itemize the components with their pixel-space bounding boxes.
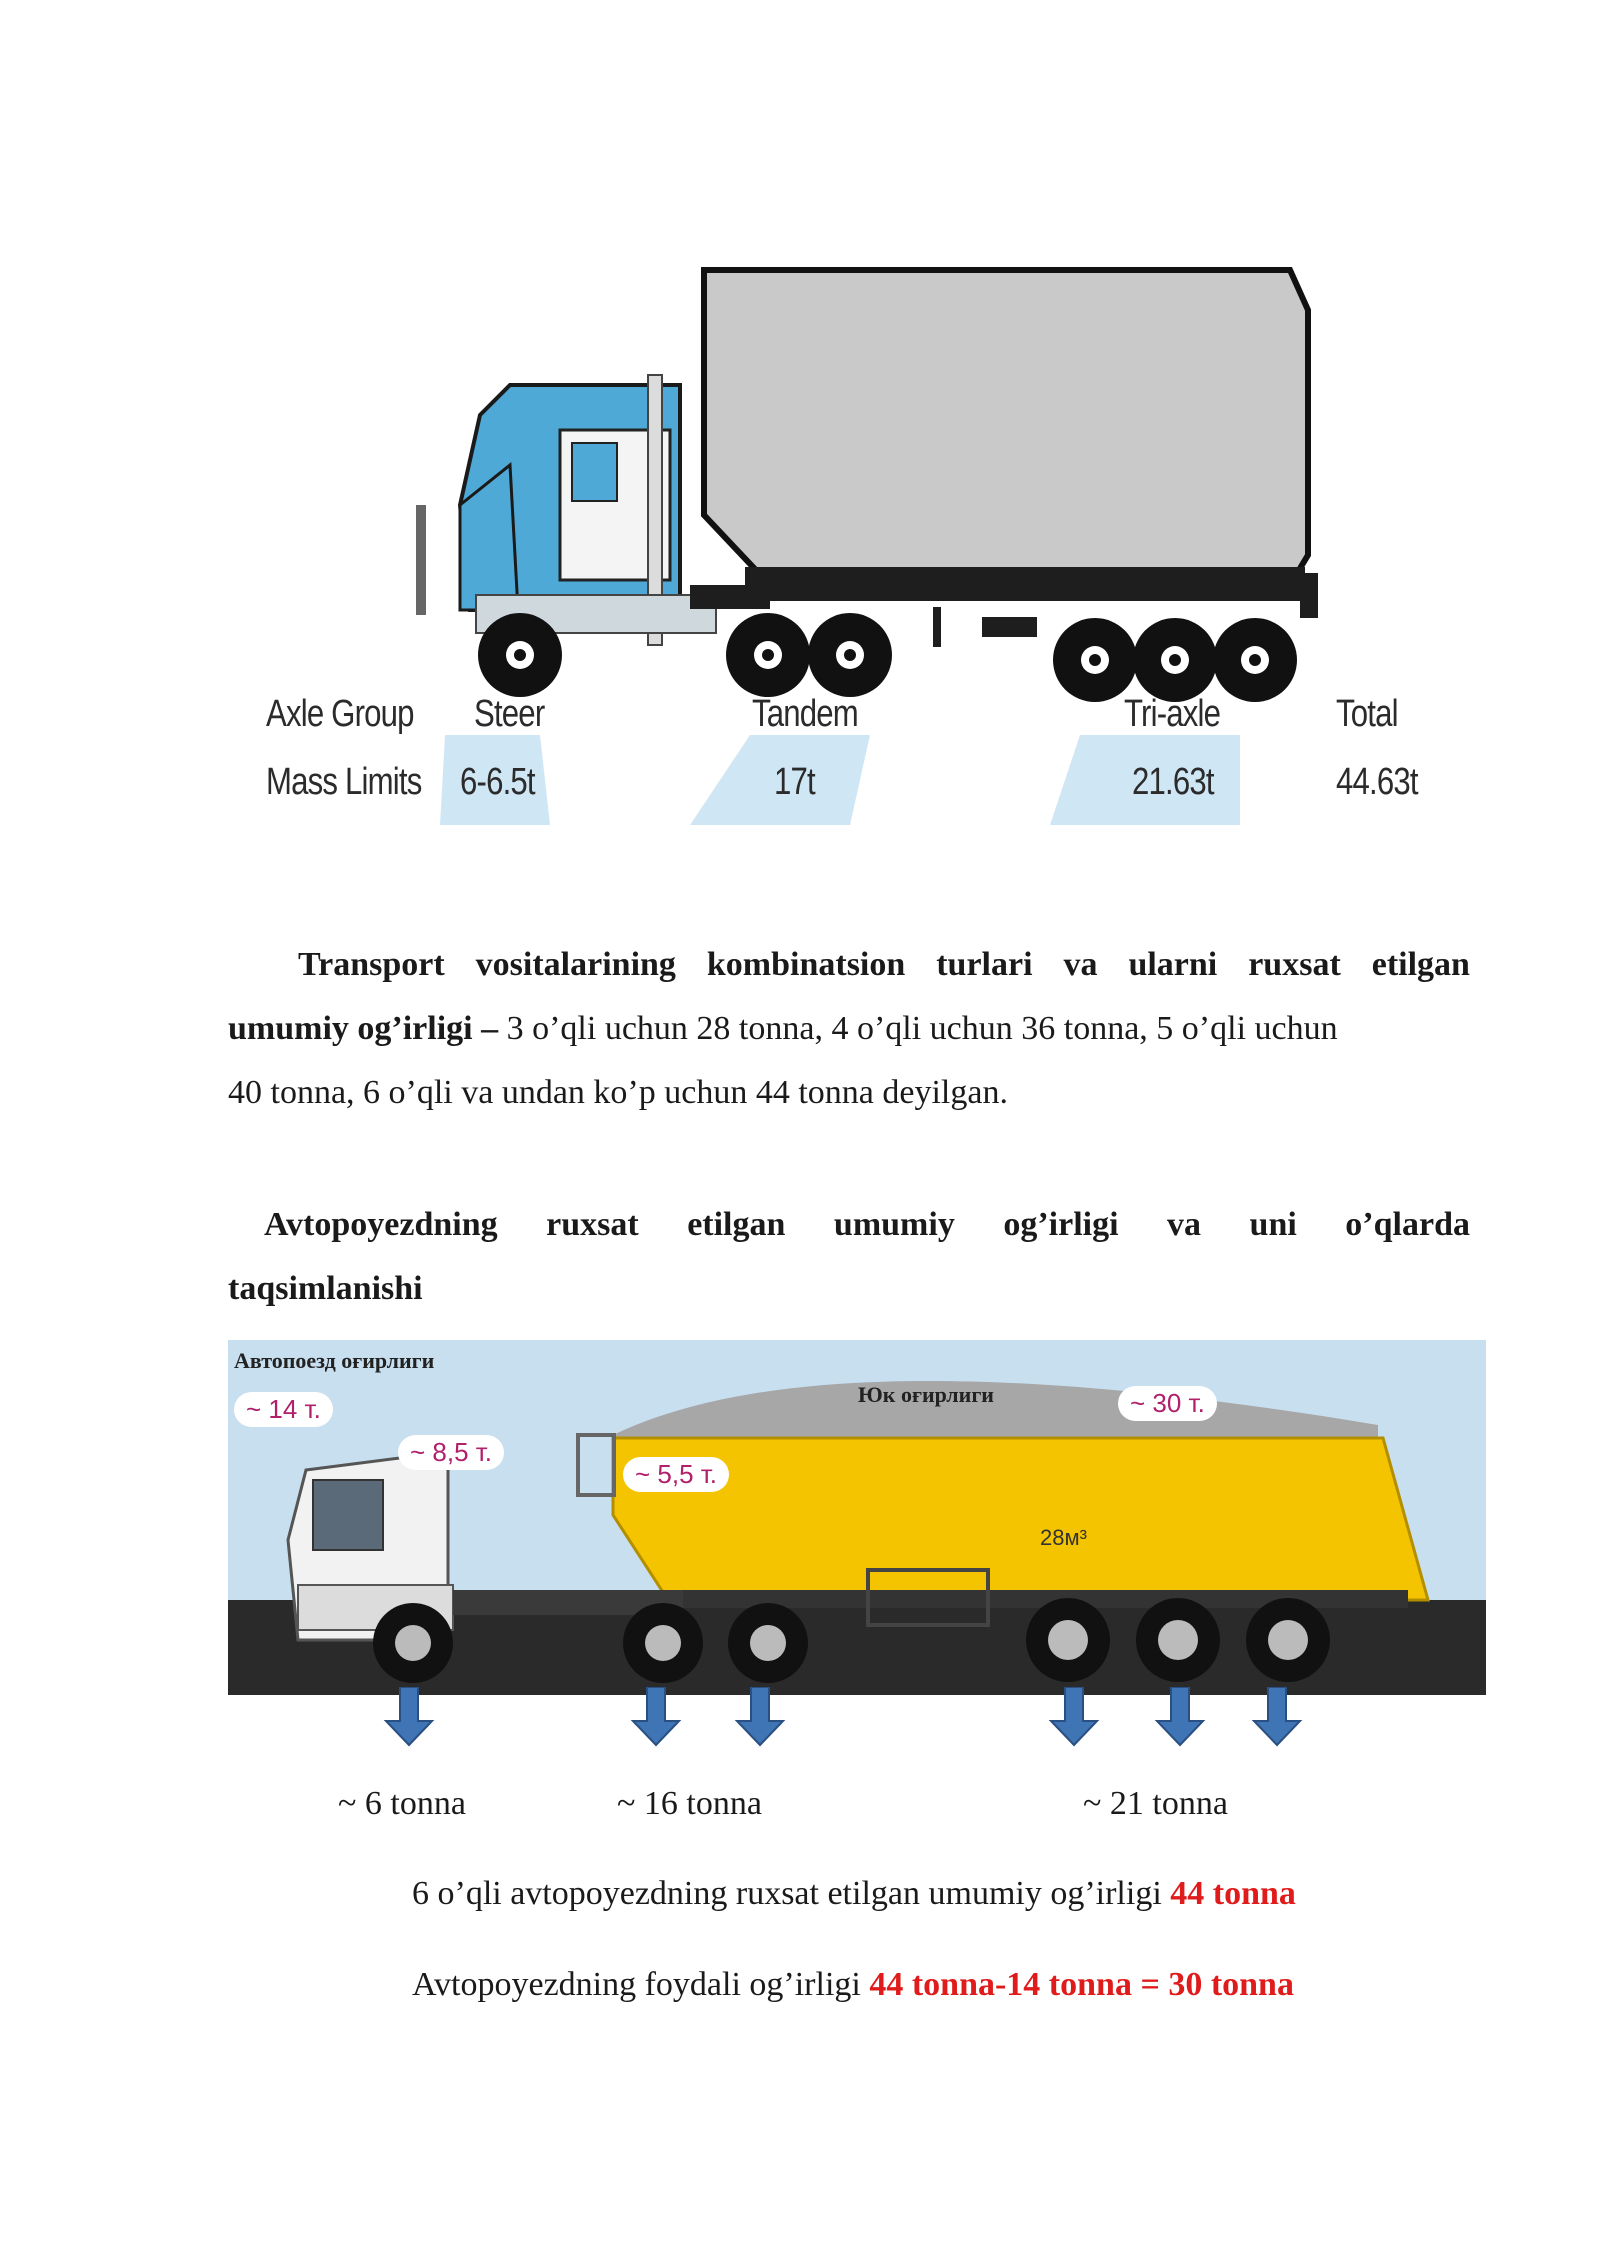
steer-mass: 6-6.5t <box>460 761 535 803</box>
total-mass: 44.63t <box>1336 761 1418 803</box>
mass-limits-label: Mass Limits <box>266 761 422 803</box>
summary-useful-weight <box>412 1966 1294 2004</box>
heading-axle-distribution <box>228 1193 1470 1321</box>
trailer-box <box>704 270 1308 585</box>
steer-label: Steer <box>474 693 545 735</box>
word: etilgan <box>1371 946 1470 983</box>
paragraph1-line2 <box>228 997 1470 1061</box>
trailer-chassis <box>745 567 1305 601</box>
arrow-down-icon <box>737 1687 783 1745</box>
tri-axle-label: Tri-axle <box>1124 693 1221 735</box>
road-train-illustration <box>228 1340 1486 1695</box>
word: ruxsat <box>546 1206 639 1243</box>
tandem-mass: 17t <box>774 761 815 803</box>
tandem-axle-load: ~ 16 tonna <box>617 1785 762 1822</box>
axle-load-arrows <box>228 1687 1486 1767</box>
heading2-line2: taqsimlanishi <box>228 1270 423 1307</box>
cargo-weight-label: Юк оғирлиги <box>858 1382 994 1407</box>
truck-illustration <box>250 255 1430 835</box>
word: vositalarining <box>475 946 676 983</box>
bold-phrase: umumiy og’irligi – <box>228 1010 499 1047</box>
road-train-photo <box>228 1340 1486 1695</box>
word: va <box>1063 946 1098 983</box>
arrow-down-icon <box>1051 1687 1097 1745</box>
paragraph1-line1 <box>228 933 1470 997</box>
road-train-weight-title: Автопоезд оғирлиги <box>234 1348 435 1373</box>
axle-mass-figure <box>250 255 1430 835</box>
word: umumiy <box>833 1206 955 1243</box>
summary-text: 6 o’qli avtopoyezdning ruxsat etilgan umumiy og’irligi <box>412 1875 1171 1912</box>
arrow-down-icon <box>1157 1687 1203 1745</box>
tri-axle-load: ~ 21 tonna <box>1083 1785 1228 1822</box>
tri-axle-mass: 21.63t <box>1132 761 1214 803</box>
word: etilgan <box>687 1206 786 1243</box>
tandem-label: Tandem <box>752 693 858 735</box>
summary-value: 44 tonna <box>1170 1875 1296 1912</box>
steer-axle-load: ~ 6 tonna <box>338 1785 466 1822</box>
word: ularni <box>1128 946 1218 983</box>
word: va <box>1167 1206 1202 1243</box>
arrow-down-icon <box>386 1687 432 1745</box>
trailer-weight-bubble: ~ 5,5 т. <box>623 1457 729 1492</box>
volume-label: 28м³ <box>1040 1525 1087 1550</box>
summary-total-weight <box>412 1875 1296 1913</box>
plain-phrase: 3 o’qli uchun 28 tonna, 4 o’qli uchun 36 tonna, 5 o’qli uchun <box>498 1010 1338 1047</box>
arrow-down-icon <box>1254 1687 1300 1745</box>
word: o’qlarda <box>1345 1206 1470 1243</box>
total-weight-bubble: ~ 14 т. <box>234 1392 333 1427</box>
cargo-weight-bubble: ~ 30 т. <box>1118 1386 1217 1421</box>
arrow-down-icon <box>633 1687 679 1745</box>
word: ruxsat <box>1248 946 1341 983</box>
yellow-trailer <box>613 1438 1428 1600</box>
word: Avtopoyezdning <box>264 1206 498 1243</box>
word: og’irligi <box>1003 1206 1119 1243</box>
paragraph1-line3: 40 tonna, 6 o’qli va undan ko’p uchun 44 tonna deyilgan. <box>228 1074 1008 1111</box>
word: kombinatsion <box>706 946 906 983</box>
word: Transport <box>298 946 445 983</box>
summary-value: 44 tonna-14 tonna = 30 tonna <box>869 1966 1294 2003</box>
word: uni <box>1249 1206 1297 1243</box>
total-label: Total <box>1336 693 1398 735</box>
axle-group-label: Axle Group <box>266 693 414 735</box>
tractor-weight-bubble: ~ 8,5 т. <box>398 1435 504 1470</box>
paragraph-combination-types <box>228 933 1470 1125</box>
summary-text: Avtopoyezdning foydali og’irligi <box>412 1966 870 2003</box>
word: turlari <box>936 946 1033 983</box>
heading2-line1 <box>228 1193 1470 1257</box>
